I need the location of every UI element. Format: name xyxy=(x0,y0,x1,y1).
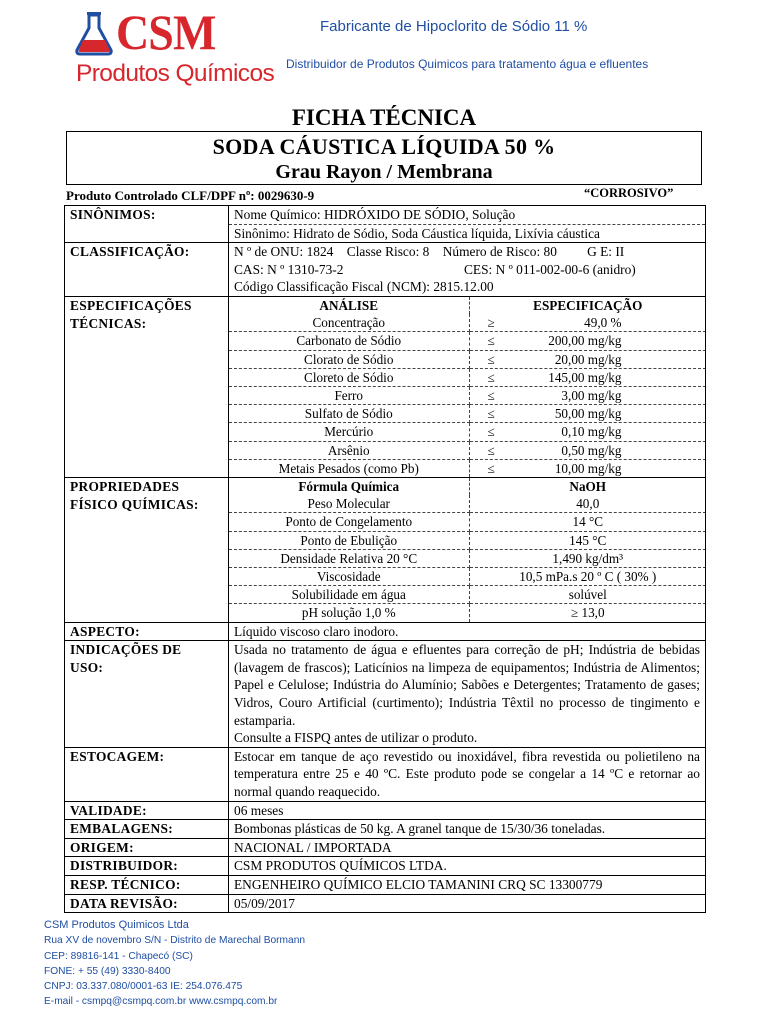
spec-valor: 50,00 mg/kg xyxy=(554,406,622,422)
product-grade: Grau Rayon / Membrana xyxy=(275,161,493,183)
spec-valor-cell xyxy=(469,441,706,459)
footer-phone: FONE: + 55 (49) 3330-8400 xyxy=(44,965,171,977)
spec-row xyxy=(229,350,706,368)
row-classificacao xyxy=(65,243,706,297)
prop-name: Peso Molecular xyxy=(229,495,469,513)
spec-symbol: ≤ xyxy=(487,406,495,422)
row-sinonimos xyxy=(65,206,706,243)
row-validade xyxy=(65,801,706,820)
label-resp-tecnico: RESP. TÉCNICO: xyxy=(65,875,229,894)
label-indicacoes xyxy=(65,641,229,748)
prop-valor: 40,0 xyxy=(469,495,706,513)
value-validade: 06 meses xyxy=(229,801,706,820)
brand-name: CSM xyxy=(116,4,216,60)
footer-email-web: E-mail - csmpq@csmpq.com.br www.csmpq.com.br xyxy=(44,996,278,1008)
tagline-manufacturer: Fabricante de Hipoclorito de Sódio 11 % xyxy=(320,18,588,35)
col-formula: Fórmula Química xyxy=(229,478,469,495)
spec-valor: 145,00 mg/kg xyxy=(548,369,622,385)
value-distribuidor: CSM PRODUTOS QUÍMICOS LTDA. xyxy=(229,857,706,876)
prop-name: Ponto de Ebulição xyxy=(229,531,469,549)
footer-address: Rua XV de novembro S/N - Distrito de Marechal Bormann xyxy=(44,935,306,947)
prop-row xyxy=(229,495,706,513)
row-distribuidor xyxy=(65,857,706,876)
spec-valor: 20,00 mg/kg xyxy=(554,351,622,367)
fispq-note: Consulte a FISPQ antes de utilizar o produto. xyxy=(234,730,478,746)
value-embalagens: Bombonas plásticas de 50 kg. A granel tanque de 15/30/36 toneladas. xyxy=(229,820,706,839)
row-aspecto xyxy=(65,622,706,641)
flask-icon xyxy=(74,10,114,56)
label-propriedades xyxy=(65,478,229,623)
prop-name: Solubilidade em água xyxy=(229,586,469,604)
spec-symbol: ≥ xyxy=(487,315,495,331)
spec-analise: Metais Pesados (como Pb) xyxy=(229,459,469,477)
controlled-product-number: Produto Controlado CLF/DPF nº: 0029630-9 xyxy=(66,188,315,203)
chemical-name: Nome Químico: HIDRÓXIDO DE SÓDIO, Solução xyxy=(229,206,705,225)
prop-name: Ponto de Congelamento xyxy=(229,513,469,531)
spec-cell xyxy=(229,296,706,477)
value-estocagem: Estocar em tanque de aço revestido ou inoxidável, fibra revestida ou polietileno na temperatura entre 25 e 40 ºC. Este produto pode se congelar a 14 ºC e retornar ao normal quando reaquecido. xyxy=(229,747,706,801)
usage-text: Usada no tratamento de água e efluentes para correção de pH; Indústria de bebidas (lavagem de frascos); Laticínios na limpeza de equipamentos; Indústria de Alimentos; Papel e Celulose; Indústria do Alumínio; Sabões e Detergentes; Tratamento de gases; Vidros, Couro Artificial (curtimento); Indústria Têxtil no processo de tingimento e estamparia. xyxy=(234,642,700,728)
spec-analise: Mercúrio xyxy=(229,423,469,441)
label-origem: ORIGEM: xyxy=(65,838,229,857)
prop-valor: 145 °C xyxy=(469,531,706,549)
prop-valor: ≥ 13,0 xyxy=(469,604,706,622)
packing-group: G E: II xyxy=(587,244,625,260)
label-sinonimos: SINÔNIMOS: xyxy=(65,206,229,243)
product-name: SODA CÁUSTICA LÍQUIDA 50 % xyxy=(212,134,556,159)
label-propriedades-1: PROPRIEDADES xyxy=(70,479,180,494)
prop-row xyxy=(229,513,706,531)
risk-number: Número de Risco: 80 xyxy=(442,244,557,260)
spec-row xyxy=(229,314,706,332)
label-data-revisao: DATA REVISÃO: xyxy=(65,894,229,913)
label-especificacoes-1: ESPECIFICAÇÕES xyxy=(70,297,192,313)
spec-valor: 200,00 mg/kg xyxy=(548,333,622,349)
ncm-code: Código Classificação Fiscal (NCM): 2815.12.00 xyxy=(234,279,494,295)
prop-row xyxy=(229,531,706,549)
prop-header-row xyxy=(229,478,706,495)
spec-symbol: ≤ xyxy=(487,351,495,367)
value-indicacoes xyxy=(229,641,706,748)
spec-row xyxy=(229,405,706,423)
synonyms: Sinônimo: Hidrato de Sódio, Soda Cáustica líquida, Lixívia cáustica xyxy=(234,225,600,241)
label-classificacao: CLASSIFICAÇÃO: xyxy=(65,243,229,297)
row-especificacoes xyxy=(65,296,706,477)
spec-row xyxy=(229,459,706,477)
onu-number: N º de ONU: 1824 xyxy=(234,244,334,260)
row-data-revisao xyxy=(65,894,706,913)
value-classificacao xyxy=(229,243,706,297)
company-logo xyxy=(74,6,274,90)
spec-row xyxy=(229,332,706,350)
hazard-label: “CORROSIVO” xyxy=(584,186,674,200)
value-data-revisao: 05/09/2017 xyxy=(229,894,706,913)
spec-valor-cell xyxy=(469,405,706,423)
spec-symbol: ≤ xyxy=(487,333,495,349)
spec-valor: 3,00 mg/kg xyxy=(561,387,622,403)
label-indicacoes-2: USO: xyxy=(70,659,104,675)
spec-symbol: ≤ xyxy=(487,460,495,476)
spec-row xyxy=(229,368,706,386)
label-validade: VALIDADE: xyxy=(65,801,229,820)
spec-analise: Carbonato de Sódio xyxy=(229,332,469,350)
brand-subtitle: Produtos Químicos xyxy=(76,60,275,87)
spec-valor-cell xyxy=(469,423,706,441)
spec-valor-cell xyxy=(469,386,706,404)
footer-company: CSM Produtos Quimicos Ltda xyxy=(44,919,189,931)
spec-row xyxy=(229,423,706,441)
spec-analise: Cloreto de Sódio xyxy=(229,368,469,386)
technical-sheet-table xyxy=(64,205,706,913)
footer-cnpj: CNPJ: 03.337.080/0001-63 IE: 254.076.475 xyxy=(44,981,243,993)
row-embalagens xyxy=(65,820,706,839)
value-sinonimos xyxy=(229,206,706,243)
properties-table xyxy=(229,478,706,622)
value-resp-tecnico: ENGENHEIRO QUÍMICO ELCIO TAMANINI CRQ SC 13300779 xyxy=(229,875,706,894)
spec-header-row xyxy=(229,297,706,314)
prop-name: Densidade Relativa 20 °C xyxy=(229,549,469,567)
footer-cep: CEP: 89816-141 - Chapecó (SC) xyxy=(44,950,193,962)
spec-valor: 10,00 mg/kg xyxy=(554,460,622,476)
row-resp-tecnico xyxy=(65,875,706,894)
prop-name: pH solução 1,0 % xyxy=(229,604,469,622)
spec-valor-cell xyxy=(469,314,706,332)
prop-valor: 14 °C xyxy=(469,513,706,531)
ces-number: CES: N º 011-002-00-6 (anidro) xyxy=(464,261,636,277)
spec-symbol: ≤ xyxy=(487,369,495,385)
spec-valor-cell xyxy=(469,332,706,350)
classification-line-1 xyxy=(234,243,700,261)
document-title: FICHA TÉCNICA xyxy=(291,105,477,130)
col-naoh: NaOH xyxy=(469,478,706,495)
label-propriedades-2: FÍSICO QUÍMICAS: xyxy=(70,496,199,512)
prop-row xyxy=(229,568,706,586)
col-analise: ANÁLISE xyxy=(229,297,469,314)
cas-number: CAS: N º 1310-73-2 xyxy=(234,261,344,277)
label-indicacoes-1: INDICAÇÕES DE xyxy=(70,642,182,658)
spec-analise: Concentração xyxy=(229,314,469,332)
spec-symbol: ≤ xyxy=(487,442,495,458)
prop-cell xyxy=(229,478,706,623)
prop-row xyxy=(229,586,706,604)
prop-valor: 1,490 kg/dm³ xyxy=(469,549,706,567)
label-especificacoes-2: TÉCNICAS: xyxy=(70,315,147,331)
row-estocagem xyxy=(65,747,706,801)
spec-valor: 0,50 mg/kg xyxy=(561,442,622,458)
col-especificacao: ESPECIFICAÇÃO xyxy=(469,297,706,314)
label-estocagem: ESTOCAGEM: xyxy=(65,747,229,801)
label-aspecto: ASPECTO: xyxy=(65,622,229,641)
spec-symbol: ≤ xyxy=(487,387,495,403)
risk-class: Classe Risco: 8 xyxy=(346,244,430,260)
spec-analise: Ferro xyxy=(229,386,469,404)
spec-analise: Arsênio xyxy=(229,441,469,459)
spec-row xyxy=(229,441,706,459)
label-embalagens: EMBALAGENS: xyxy=(65,820,229,839)
prop-valor: solúvel xyxy=(469,586,706,604)
prop-row xyxy=(229,549,706,567)
spec-row xyxy=(229,386,706,404)
spec-valor: 0,10 mg/kg xyxy=(561,424,622,440)
spec-analise: Sulfato de Sódio xyxy=(229,405,469,423)
footer-contact xyxy=(44,918,305,1010)
prop-valor: 10,5 mPa.s 20 º C ( 30% ) xyxy=(469,568,706,586)
value-aspecto: Líquido viscoso claro inodoro. xyxy=(229,622,706,641)
spec-valor-cell xyxy=(469,459,706,477)
spec-table xyxy=(229,297,706,477)
classification-line-2 xyxy=(234,261,700,279)
spec-valor: 49,0 % xyxy=(584,315,622,331)
row-propriedades xyxy=(65,478,706,623)
spec-analise: Clorato de Sódio xyxy=(229,350,469,368)
value-origem: NACIONAL / IMPORTADA xyxy=(229,838,706,857)
prop-name: Viscosidade xyxy=(229,568,469,586)
spec-valor-cell xyxy=(469,368,706,386)
row-origem xyxy=(65,838,706,857)
spec-valor-cell xyxy=(469,350,706,368)
spec-symbol: ≤ xyxy=(487,424,495,440)
row-indicacoes xyxy=(65,641,706,748)
prop-row xyxy=(229,604,706,622)
tagline-distributor: Distribuidor de Produtos Quimicos para tratamento água e efluentes xyxy=(286,57,649,71)
label-distribuidor: DISTRIBUIDOR: xyxy=(65,857,229,876)
label-especificacoes xyxy=(65,296,229,477)
